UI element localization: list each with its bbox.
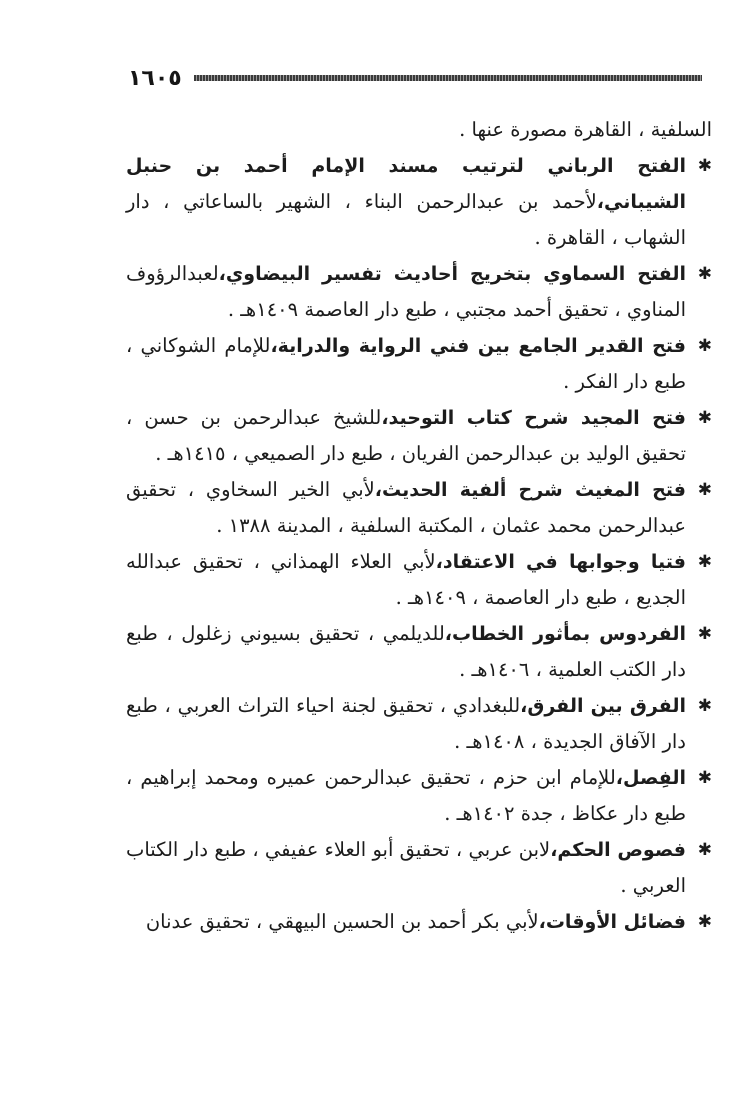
- bibliography-entry: [126, 148, 712, 256]
- asterisk-bullet-icon: ✱: [697, 336, 712, 356]
- entry-title: الفرق بين الفرق،: [520, 695, 686, 717]
- asterisk-bullet-icon: ✱: [697, 408, 712, 428]
- bibliography-entry: [126, 472, 712, 544]
- bibliography-entry: [126, 256, 712, 328]
- bibliography-entry: [126, 328, 712, 400]
- bibliography-entry: [126, 544, 712, 616]
- bibliography-entry: [126, 400, 712, 472]
- entry-title: فتح المغيث شرح ألفية الحديث،: [374, 479, 686, 501]
- entry-details: للإمام ابن حزم ، تحقيق عبدالرحمن عميره ومحمد إبراهيم ، طبع دار عكاظ ، جدة ١٤٠٢هـ .: [126, 766, 686, 825]
- bibliography-entry: [126, 760, 712, 832]
- bibliography-entry: [126, 688, 712, 760]
- continuation-line: السلفية ، القاهرة مصورة عنها .: [459, 118, 712, 141]
- entry-details: للإمام الشوكاني ، طبع دار الفكر .: [126, 334, 686, 393]
- entry-details: لعبدالرؤوف المناوي ، تحقيق أحمد مجتبي ، طبع دار العاصمة ١٤٠٩هـ .: [126, 262, 686, 321]
- entry-details: لأبي العلاء الهمذاني ، تحقيق عبدالله الجديع ، طبع دار العاصمة ، ١٤٠٩هـ .: [126, 550, 686, 609]
- entry-title: فضائل الأوقات،: [538, 911, 686, 933]
- bibliography-entry: [126, 904, 712, 940]
- asterisk-bullet-icon: ✱: [697, 624, 712, 644]
- entry-title: الفتح السماوي بتخريج أحاديث تفسير البيضاوي،: [218, 263, 686, 285]
- bibliography-list: [126, 112, 712, 940]
- entry-details: للديلمي ، تحقيق بسيوني زغلول ، طبع دار الكتب العلمية ، ١٤٠٦هـ .: [126, 622, 686, 681]
- asterisk-bullet-icon: ✱: [697, 264, 712, 284]
- entry-details: لأبي بكر أحمد بن الحسين البيهقي ، تحقيق عدنان: [145, 910, 539, 933]
- asterisk-bullet-icon: ✱: [697, 696, 712, 716]
- asterisk-bullet-icon: ✱: [697, 156, 712, 176]
- asterisk-bullet-icon: ✱: [697, 840, 712, 860]
- entry-title: فصوص الحكم،: [550, 839, 686, 861]
- asterisk-bullet-icon: ✱: [697, 912, 712, 932]
- bibliography-entry: [126, 832, 712, 904]
- entry-details: للبغدادي ، تحقيق لجنة احياء التراث العربي ، طبع دار الآفاق الجديدة ، ١٤٠٨هـ .: [126, 694, 686, 753]
- entry-details: للشيخ عبدالرحمن بن حسن ، تحقيق الوليد بن عبدالرحمن الفريان ، طبع دار الصميعي ، ١٤١٥هـ .: [126, 406, 686, 465]
- page-header: [128, 64, 702, 92]
- entry-details: لابن عربي ، تحقيق أبو العلاء عفيفي ، طبع دار الكتاب العربي .: [126, 838, 686, 897]
- entry-title: الفردوس بمأثور الخطاب،: [444, 623, 687, 645]
- entry-details: لأحمد بن عبدالرحمن البناء ، الشهير بالساعاتي ، دار الشهاب ، القاهرة .: [126, 190, 686, 249]
- asterisk-bullet-icon: ✱: [697, 552, 712, 572]
- asterisk-bullet-icon: ✱: [697, 768, 712, 788]
- entry-title: الفِصل،: [615, 767, 686, 789]
- asterisk-bullet-icon: ✱: [697, 480, 712, 500]
- header-rule: [194, 75, 702, 81]
- entry-title: فتح القدير الجامع بين فني الرواية والدراية،: [270, 335, 686, 357]
- entry-title: الفتح الرباني لترتيب مسند الإمام أحمد بن حنبل الشيباني،: [126, 155, 686, 213]
- bibliography-entry: [126, 616, 712, 688]
- entry-title: فتيا وجوابها في الاعتقاد،: [435, 551, 686, 573]
- entry-title: فتح المجيد شرح كتاب التوحيد،: [381, 407, 686, 429]
- page-number: ١٦٠٥: [128, 65, 182, 91]
- entry-details: لأبي الخير السخاوي ، تحقيق عبدالرحمن محمد عثمان ، المكتبة السلفية ، المدينة ١٣٨٨ .: [126, 478, 686, 537]
